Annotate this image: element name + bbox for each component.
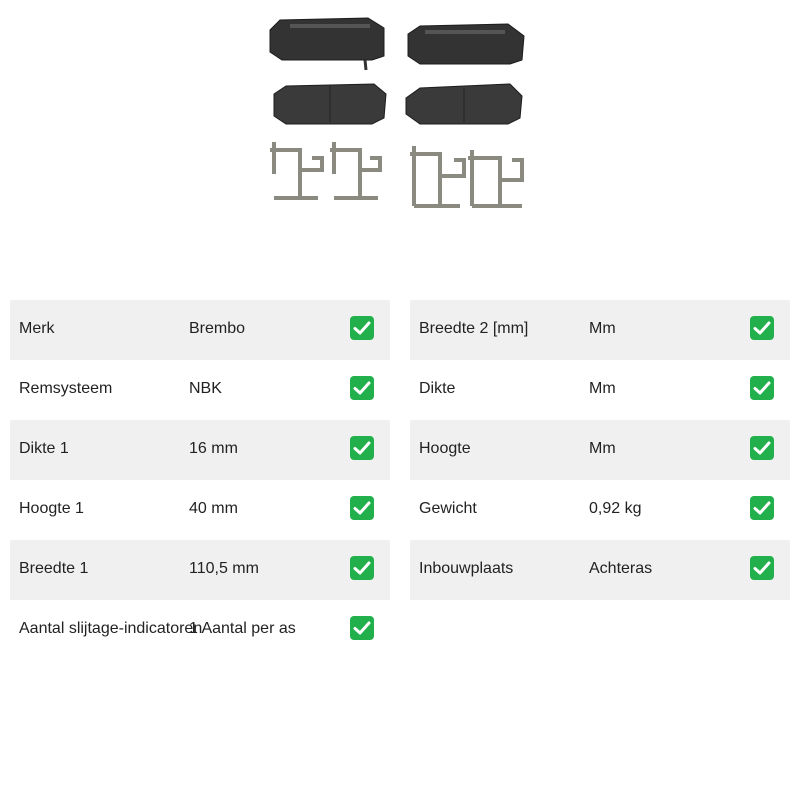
spec-row xyxy=(10,600,390,660)
spec-row xyxy=(10,300,390,360)
spec-row xyxy=(10,540,390,600)
spec-label: Dikte xyxy=(419,380,456,397)
check-icon xyxy=(350,316,374,340)
spec-value: Mm xyxy=(589,440,616,457)
clip-icon xyxy=(270,142,522,206)
check-icon xyxy=(350,496,374,520)
check-icon xyxy=(350,436,374,460)
check-icon xyxy=(750,436,774,460)
spec-value: 40 mm xyxy=(189,500,238,517)
spec-label: Merk xyxy=(19,320,55,337)
spec-row xyxy=(10,360,390,420)
spec-row xyxy=(410,420,790,480)
product-image xyxy=(260,10,540,220)
check-icon xyxy=(750,496,774,520)
spec-value: 16 mm xyxy=(189,440,238,457)
spec-label: Hoogte 1 xyxy=(19,500,84,517)
spec-label: Gewicht xyxy=(419,500,477,517)
spec-row xyxy=(10,480,390,540)
spec-label: Inbouwplaats xyxy=(419,560,514,577)
spec-value: Brembo xyxy=(189,320,246,337)
check-icon xyxy=(750,316,774,340)
spec-row xyxy=(410,540,790,600)
spec-label: Hoogte xyxy=(419,440,471,457)
spec-table-left xyxy=(10,300,390,660)
spec-value: 0,92 kg xyxy=(589,500,642,517)
check-icon xyxy=(750,556,774,580)
spec-label: Breedte 2 [mm] xyxy=(419,320,529,337)
spec-row xyxy=(10,420,390,480)
spec-label: Aantal slijtage-indicatoren xyxy=(19,620,203,637)
spec-value: Mm xyxy=(589,320,616,337)
check-icon xyxy=(350,616,374,640)
spec-value: 110,5 mm xyxy=(189,560,259,577)
spec-table-right xyxy=(410,300,790,600)
spec-row xyxy=(410,360,790,420)
spec-label: Remsysteem xyxy=(19,380,113,397)
check-icon xyxy=(350,376,374,400)
brake-pad-icon xyxy=(270,18,524,124)
spec-label: Dikte 1 xyxy=(19,440,69,457)
spec-value: NBK xyxy=(189,380,222,397)
spec-row xyxy=(410,480,790,540)
spec-value: 1 Aantal per as xyxy=(189,620,296,637)
spec-value: Mm xyxy=(589,380,616,397)
check-icon xyxy=(750,376,774,400)
spec-label: Breedte 1 xyxy=(19,560,89,577)
spec-row xyxy=(410,300,790,360)
spec-value: Achteras xyxy=(589,560,653,577)
check-icon xyxy=(350,556,374,580)
